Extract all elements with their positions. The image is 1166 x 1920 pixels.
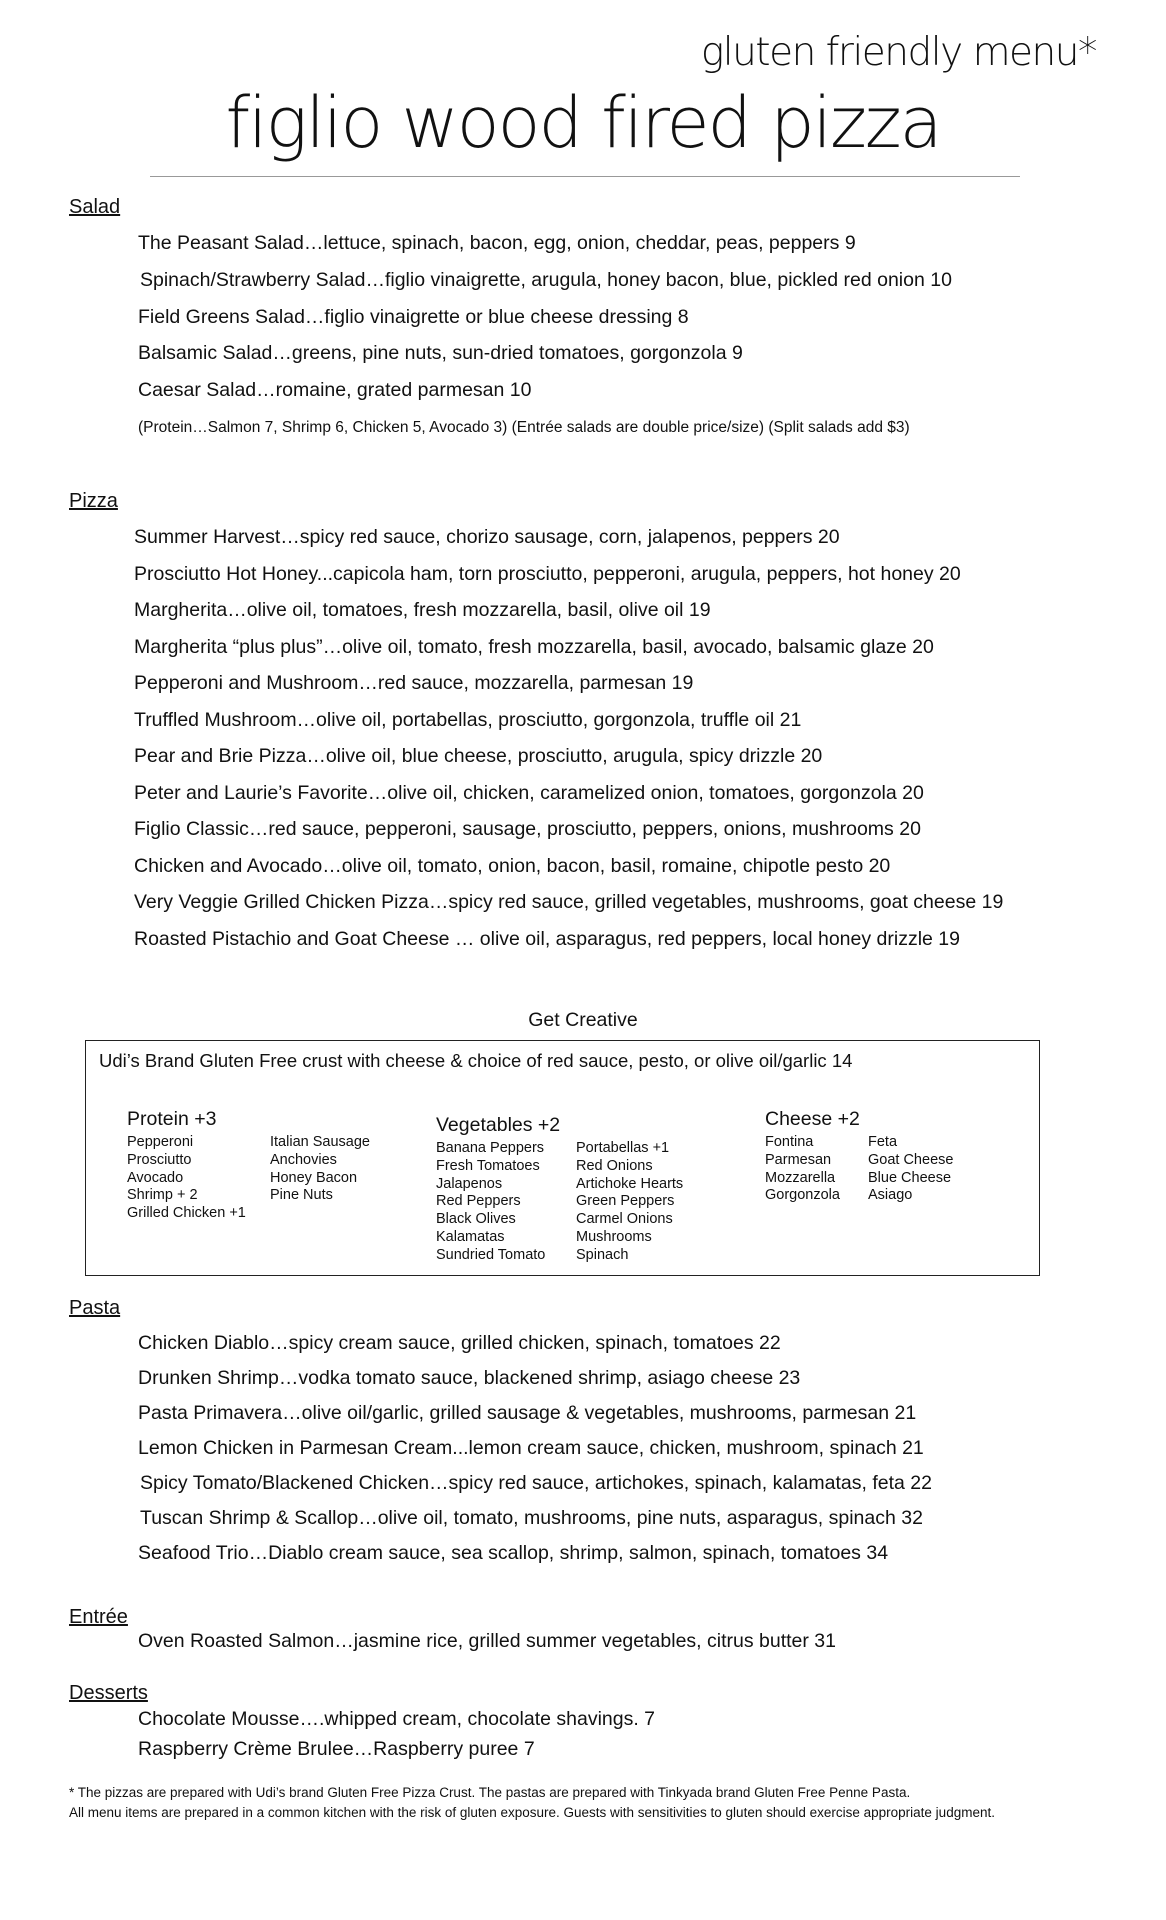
page-title: figlio wood fired pizza [225,82,941,164]
section-heading-entree: Entrée [69,1606,128,1628]
topping-item: Feta [868,1134,898,1150]
menu-item: Drunken Shrimp…vodka tomato sauce, blackened shrimp, asiago cheese 23 [138,1367,801,1389]
topping-item: Fontina [765,1134,814,1150]
topping-item: Grilled Chicken +1 [127,1205,246,1222]
menu-item: Lemon Chicken in Parmesan Cream...lemon cream sauce, chicken, mushroom, spinach 21 [138,1437,924,1459]
section-heading-pasta: Pasta [69,1297,121,1319]
topping-item: Shrimp + 2 [127,1187,198,1204]
menu-item: Pear and Brie Pizza…olive oil, blue cheese, prosciutto, arugula, spicy drizzle 20 [134,745,823,767]
topping-item: Anchovies [270,1151,337,1168]
get-creative-heading: Get Creative [528,1009,638,1031]
menu-item: Oven Roasted Salmon…jasmine rice, grilled summer vegetables, citrus butter 31 [138,1630,836,1652]
menu-item: Chicken Diablo…spicy cream sauce, grilled chicken, spinach, tomatoes 22 [138,1332,781,1354]
title-divider [150,176,1020,177]
topping-item: Italian Sausage [270,1134,370,1150]
section-heading-salad: Salad [69,196,121,218]
menu-item: Tuscan Shrimp & Scallop…olive oil, tomato, mushrooms, pine nuts, asparagus, spinach 32 [140,1507,923,1529]
menu-item: Summer Harvest…spicy red sauce, chorizo sausage, corn, jalapenos, peppers 20 [134,526,840,548]
menu-item: Chicken and Avocado…olive oil, tomato, onion, bacon, basil, romaine, chipotle pesto 20 [134,855,891,877]
menu-item: Seafood Trio…Diablo cream sauce, sea scallop, shrimp, salmon, spinach, tomatoes 34 [138,1542,889,1564]
topping-item: Carmel Onions [576,1211,673,1228]
topping-item: Black Olives [436,1211,516,1228]
topping-item: Mozzarella [765,1169,836,1186]
gluten-disclaimer [69,1783,1109,1823]
menu-item: Caesar Salad…romaine, grated parmesan 10 [138,379,532,401]
menu-item: Prosciutto Hot Honey...capicola ham, torn prosciutto, pepperoni, arugula, peppers, hot honey 20 [134,563,961,585]
menu-item: Spicy Tomato/Blackened Chicken…spicy red sauce, artichokes, spinach, kalamatas, feta 22 [140,1472,932,1494]
cheese-list-1 [765,1134,840,1205]
menu-item: Margherita “plus plus”…olive oil, tomato, fresh mozzarella, basil, avocado, balsamic glaze 20 [134,636,934,658]
protein-heading: Protein +3 [127,1108,217,1130]
protein-list-1 [127,1134,246,1223]
topping-item: Mushrooms [576,1228,652,1245]
topping-item: Kalamatas [436,1228,505,1245]
vegetables-list-2 [576,1140,683,1265]
topping-item: Pine Nuts [270,1187,333,1204]
topping-item: Blue Cheese [868,1169,952,1186]
topping-item: Avocado [127,1169,184,1186]
protein-list-2 [270,1134,370,1205]
topping-item: Honey Bacon [270,1169,358,1186]
topping-item: Jalapenos [436,1175,503,1192]
section-heading-desserts: Desserts [69,1682,148,1704]
menu-item: Pasta Primavera…olive oil/garlic, grilled sausage & vegetables, mushrooms, parmesan 21 [138,1402,917,1424]
menu-item: Spinach/Strawberry Salad…figlio vinaigrette, arugula, honey bacon, blue, pickled red onion 10 [140,269,952,291]
vegetables-heading: Vegetables +2 [436,1114,561,1136]
topping-item: Pepperoni [127,1134,194,1150]
topping-item: Goat Cheese [868,1151,954,1168]
topping-item: Banana Peppers [436,1140,545,1156]
topping-item: Spinach [576,1246,629,1263]
topping-item: Artichoke Hearts [576,1175,684,1192]
menu-item: Raspberry Crème Brulee…Raspberry puree 7 [138,1738,535,1760]
menu-item: Margherita…olive oil, tomatoes, fresh mozzarella, basil, olive oil 19 [134,599,711,621]
disclaimer-line: All menu items are prepared in a common kitchen with the risk of gluten exposure. Guests with sensitivities to gluten should exercise appropriate judgment. [69,1805,995,1820]
menu-item: Peter and Laurie’s Favorite…olive oil, chicken, caramelized onion, tomatoes, gorgonzola 20 [134,782,924,804]
section-heading-pizza: Pizza [69,490,118,512]
menu-item: Pepperoni and Mushroom…red sauce, mozzarella, parmesan 19 [134,672,694,694]
topping-item: Portabellas +1 [576,1140,670,1156]
topping-item: Prosciutto [127,1151,192,1168]
topping-item: Green Peppers [576,1193,675,1210]
menu-item: Roasted Pistachio and Goat Cheese … olive oil, asparagus, red peppers, local honey drizzle 19 [134,928,960,950]
menu-subtitle: gluten friendly menu* [700,30,1096,75]
menu-item: The Peasant Salad…lettuce, spinach, bacon, egg, onion, cheddar, peas, peppers 9 [138,232,856,254]
topping-item: Red Onions [576,1157,653,1174]
topping-item: Fresh Tomatoes [436,1157,540,1174]
topping-item: Red Peppers [436,1193,521,1210]
cheese-heading: Cheese +2 [765,1108,860,1130]
vegetables-list-1 [436,1140,545,1265]
topping-item: Asiago [868,1187,913,1204]
menu-item: Field Greens Salad…figlio vinaigrette or blue cheese dressing 8 [138,306,689,328]
topping-item: Sundried Tomato [436,1246,546,1263]
topping-item: Parmesan [765,1151,832,1168]
menu-item: Chocolate Mousse….whipped cream, chocolate shavings. 7 [138,1708,656,1730]
menu-item: Very Veggie Grilled Chicken Pizza…spicy red sauce, grilled vegetables, mushrooms, goat cheese 19 [134,891,1004,913]
menu-item: Figlio Classic…red sauce, pepperoni, sausage, prosciutto, peppers, onions, mushrooms 20 [134,818,921,840]
cheese-list-2 [868,1134,953,1205]
topping-item: Gorgonzola [765,1187,840,1204]
crust-description: Udi’s Brand Gluten Free crust with cheese & choice of red sauce, pesto, or olive oil/garlic 14 [99,1050,853,1071]
menu-item: Truffled Mushroom…olive oil, portabellas, prosciutto, gorgonzola, truffle oil 21 [134,709,802,731]
disclaimer-line: * The pizzas are prepared with Udi’s brand Gluten Free Pizza Crust. The pastas are prepared with Tinkyada brand Gluten Free Penne Pasta. [69,1785,911,1800]
salad-protein-note: (Protein…Salmon 7, Shrimp 6, Chicken 5, Avocado 3) (Entrée salads are double price/size) (Split salads add $3) [138,419,910,436]
menu-item: Balsamic Salad…greens, pine nuts, sun-dried tomatoes, gorgonzola 9 [138,342,743,364]
